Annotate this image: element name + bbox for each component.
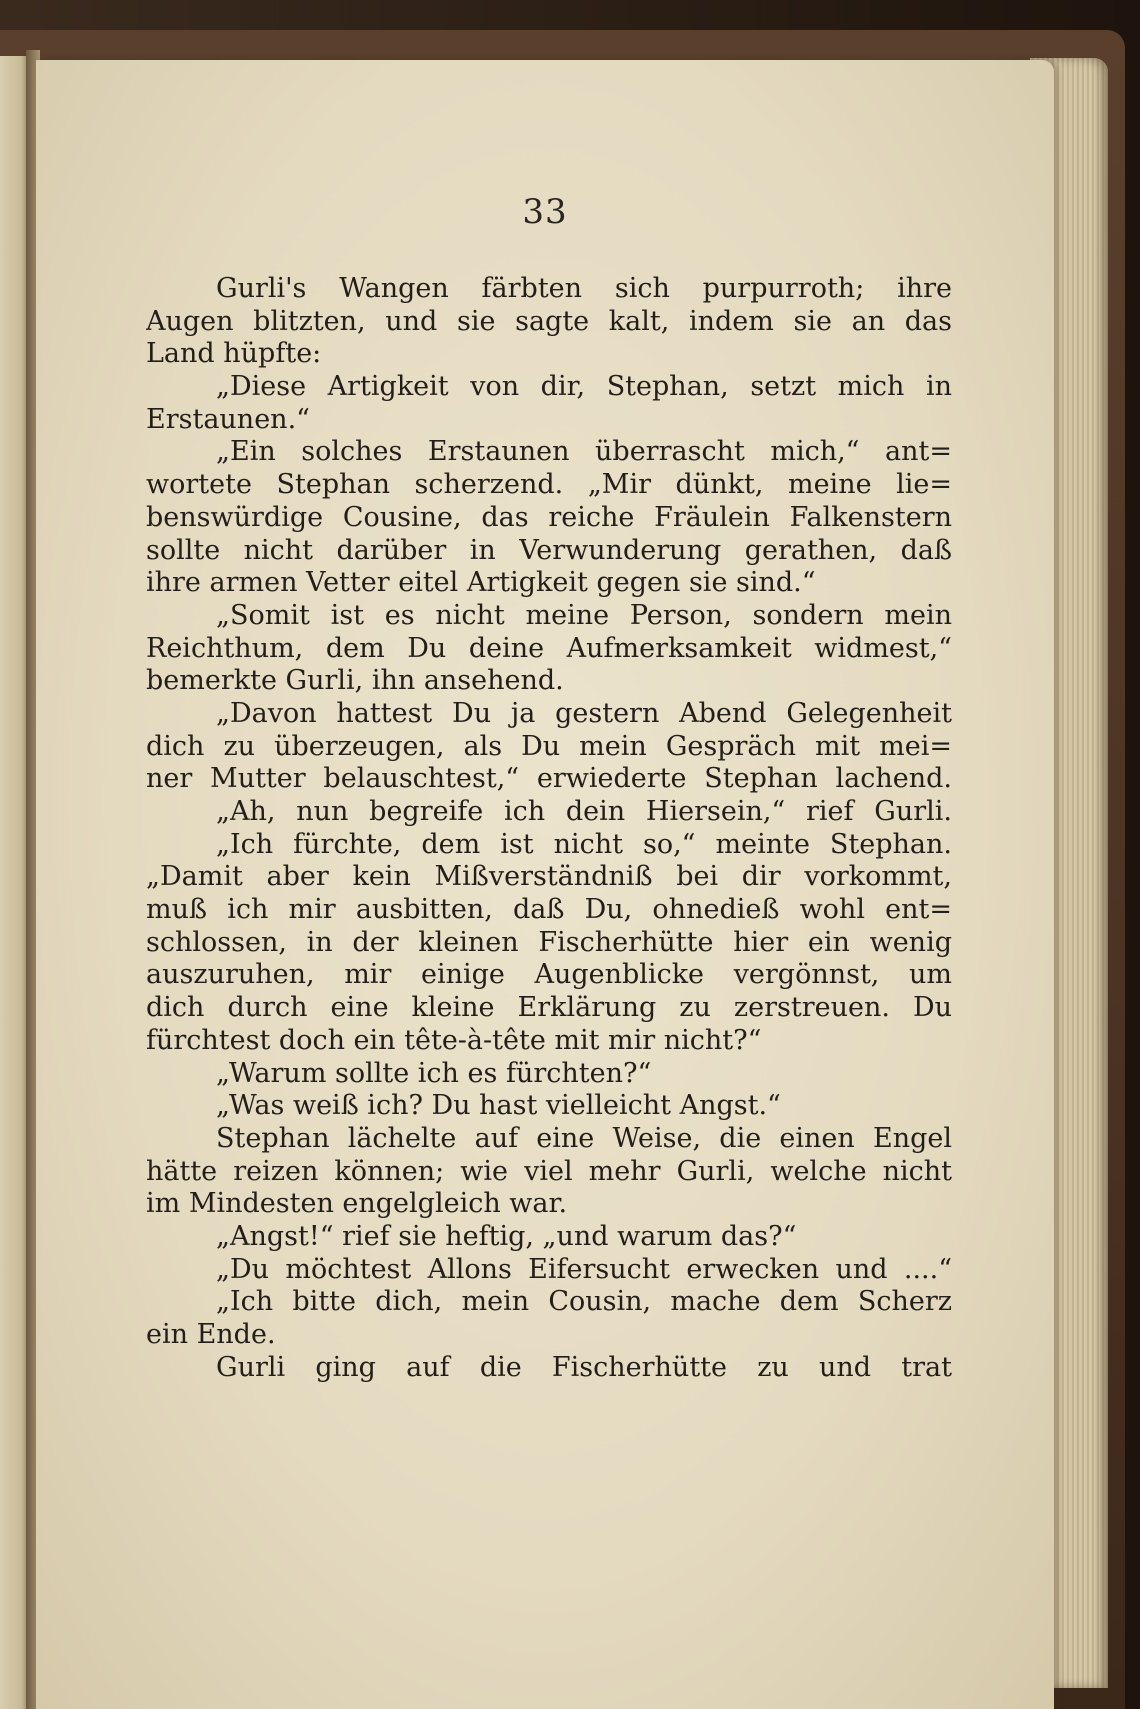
text-line: Gurli ging auf die Fischerhütte zu und trat	[216, 1351, 952, 1383]
text-line: ihre armen Vetter eitel Artigkeit gegen sie sind.“	[146, 567, 816, 599]
text-line: fürchtest doch ein tête-à-tête mit mir nicht?“	[146, 1024, 762, 1056]
text-line: hätte reizen können; wie viel mehr Gurli, welche nicht	[146, 1155, 952, 1187]
text-line: „Warum sollte ich es fürchten?“	[216, 1057, 652, 1089]
text-line: „Davon hattest Du ja gestern Abend Gelegenheit	[216, 697, 952, 729]
body-text	[146, 273, 952, 1384]
text-line: „Was weiß ich? Du hast vielleicht Angst.“	[216, 1090, 781, 1122]
text-line: Erstaunen.“	[146, 403, 310, 435]
text-line: sollte nicht darüber in Verwunderung gerathen, daß	[146, 534, 952, 566]
text-line: ein Ende.	[146, 1319, 276, 1350]
text-line: „Ein solches Erstaunen überrascht mich,“ ant=	[216, 436, 952, 468]
text-line: dich zu überzeugen, als Du mein Gespräch mit mei=	[146, 730, 952, 762]
text-line: Stephan lächelte auf eine Weise, die einen Engel	[216, 1122, 952, 1154]
text-line: dich durch eine kleine Erklärung zu zerstreuen. Du	[146, 992, 952, 1024]
text-line: auszuruhen, mir einige Augenblicke vergönnst, um	[146, 959, 952, 991]
text-line: wortete Stephan scherzend. „Mir dünkt, meine lie=	[146, 469, 952, 501]
text-line: muß ich mir ausbitten, daß Du, ohnedieß wohl ent=	[146, 894, 952, 926]
text-line: Augen blitzten, und sie sagte kalt, indem sie an das	[146, 305, 952, 337]
text-line: ner Mutter belauschtest,“ erwiederte Stephan lachend.	[146, 763, 952, 795]
text-line: „Damit aber kein Mißverständniß bei dir vorkommt,	[146, 861, 952, 893]
text-line: „Du möchtest Allons Eifersucht erwecken und ....“	[216, 1253, 952, 1285]
text-line: Gurli's Wangen färbten sich purpurroth; ihre	[216, 273, 952, 304]
page-number: 33	[522, 192, 568, 232]
text-line: bemerkte Gurli, ihn ansehend.	[146, 665, 564, 697]
text-line: schlossen, in der kleinen Fischerhütte hier ein wenig	[146, 926, 952, 958]
text-line: „Angst!“ rief sie heftig, „und warum das?“	[216, 1220, 797, 1252]
text-line: „Diese Artigkeit von dir, Stephan, setzt mich in	[216, 371, 952, 403]
text-line: „Ah, nun begreife ich dein Hiersein,“ rief Gurli.	[216, 796, 952, 827]
text-line: Reichthum, dem Du deine Aufmerksamkeit widmest,“	[146, 632, 952, 664]
text-line: „Somit ist es nicht meine Person, sondern mein	[216, 599, 952, 631]
text-line: im Mindesten engelgleich war.	[146, 1188, 568, 1220]
text-line: „Ich fürchte, dem ist nicht so,“ meinte Stephan.	[216, 828, 952, 860]
text-line: benswürdige Cousine, das reiche Fräulein Falkenstern	[146, 501, 952, 533]
text-line: Land hüpfte:	[146, 338, 322, 370]
text-line: „Ich bitte dich, mein Cousin, mache dem Scherz	[216, 1286, 952, 1318]
page	[36, 60, 1054, 1709]
